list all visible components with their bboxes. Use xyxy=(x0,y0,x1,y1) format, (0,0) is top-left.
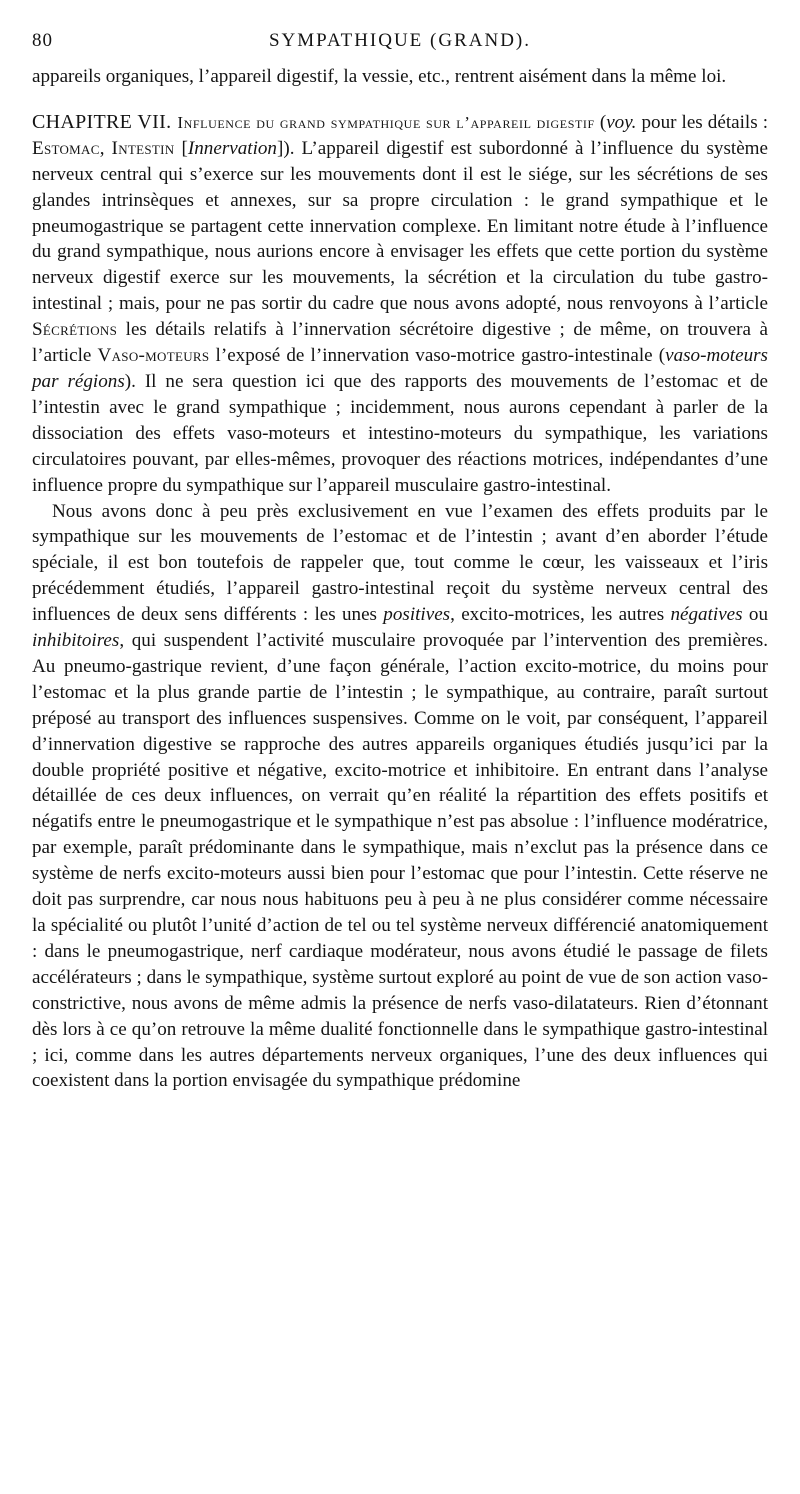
text-run: ]). L’appareil digestif est subordonné à l’influence du système nerveux central qui s’exerce sur les mouvements dont il est le siége, sur les sécrétions de ses glandes intrinsèques et annexes, sur sa propre circulation : le grand sympathique et le pneumogastrique se partagent cette innervation complexe. En limitant notre étude à l’influence du grand sympathique, nous aurions encore à envisager les effets que cette portion du système nerveux digestif exerce sur les mouvements, la sécrétion et la circulation du tube gastro-intestinal ; mais, pour ne pas sortir du cadre que nous avons adopté, nous renvoyons à l’article xyxy=(32,137,768,315)
page-number: 80 xyxy=(32,30,53,51)
text-run: Nous avons donc à peu près exclusivement en vue l’examen des effets produits par le sympathique sur les mouvements de l’estomac et de l’intestin ; avant d’en aborder l’étude spéciale, il est bon toutefois de rappeler que, tout comme le cœur, les vaisseaux et l’iris précédemment étudiés, l’appareil gastro-intestinal reçoit du système nerveux central des influences de deux sens différents : les unes xyxy=(32,500,768,626)
chapter-paragraph xyxy=(32,110,768,499)
italic-negatives: négatives xyxy=(670,604,743,626)
italic-positives: positives xyxy=(383,604,451,626)
xref-vaso-moteurs: Vaso-moteurs xyxy=(97,345,210,367)
text-run: , xyxy=(99,137,112,159)
italic-inhibitoires: inhibitoires xyxy=(32,630,120,652)
xref-innervation: Innervation xyxy=(187,137,277,159)
text-run: les détails relatifs à l’innervation sécrétoire digestive ; de même, on trouvera à l’article xyxy=(32,319,768,367)
text-run: , qui suspendent l’activité musculaire provoquée par l’intervention des premières. Au pneumo-gastrique revient, d’une façon générale, l’action excito-motrice, du moins pour l’estomac et la plus grande partie de l’intestin ; le sympathique, au contraire, paraît surtout préposé au transport des influences suspensives. Comme on le voit, par conséquent, l’appareil d’innervation digestive se rapproche des autres appareils organiques étudiés jusqu’ici par la double propriété positive et négative, excito-motrice et inhibitoire. En entrant dans l’analyse détaillée de ces deux influences, on verrait qu’en réalité la répartition des effets positifs et négatifs entre le pneumogastrique et le sympathique n’est pas absolue : l’influence modératrice, par exemple, paraît prédominante dans le sympathique, mais n’exclut pas la présence dans ce système de nerfs excito-moteurs aussi bien pour l’estomac que pour l’intestin. Cette réserve ne doit pas surprendre, car nous nous habituons peu à peu à ne plus considérer comme nécessaire la spécialité ou plutôt l’unité d’action de tel ou tel système nerveux différencié anatomiquement : dans le pneumogastrique, nerf cardiaque modérateur, nous avons étudié le passage de filets accélérateurs ; dans le sympathique, système surtout exploré au point de vue de son action vaso-constrictive, nous avons de même admis la présence de nerfs vaso-dilatateurs. Rien d’étonnant dès lors à ce qu’on retrouve la même dualité fonctionnelle dans le sympathique gastro-intestinal ; ici, comme dans les autres départements nerveux organiques, l’une des deux influences qui coexistent dans la portion envisagée du sympathique prédomine xyxy=(32,630,768,1092)
text-run: pour les détails : xyxy=(636,111,768,133)
text-run: l’exposé de l’innervation vaso-motrice gastro-intestinale ( xyxy=(209,345,666,367)
xref-secretions: Sécrétions xyxy=(32,319,118,341)
chapter-title: Influence du grand sympathique sur l’appareil digestif xyxy=(177,112,595,132)
text-run: [ xyxy=(174,137,188,159)
document-page xyxy=(32,30,768,1094)
text-run: ( xyxy=(599,111,607,133)
running-head xyxy=(32,30,768,64)
xref-intestin: Intestin xyxy=(111,137,175,159)
paragraph-continuation: appareils organiques, l’appareil digestif, la vessie, etc., rentrent aisément dans la même loi. xyxy=(32,66,727,87)
text-run: , excito-motrices, les autres xyxy=(450,604,671,626)
body-paragraph xyxy=(32,499,768,1095)
chapter-label: CHAPITRE VII. xyxy=(32,110,172,133)
running-title: SYMPATHIQUE (GRAND). xyxy=(268,30,532,51)
xref-estomac: Estomac xyxy=(32,137,100,159)
text-run: ou xyxy=(742,604,768,626)
text-run: ). Il ne sera question ici que des rapports des mouvements de l’estomac et de l’intestin avec le grand sympathique ; incidemment, nous aurons cependant à parler de la dissociation des effets vaso-moteurs et intestino-moteurs du sympathique, les variations circulatoires pouvant, par elles-mêmes, provoquer des réactions motrices, indépendantes d’une influence propre du sympathique sur l’appareil musculaire gastro-intestinal. xyxy=(32,370,768,496)
italic-voy: voy. xyxy=(606,111,637,133)
italic-vaso-moteurs-par-regions: vaso-moteurs par régions xyxy=(32,345,768,392)
